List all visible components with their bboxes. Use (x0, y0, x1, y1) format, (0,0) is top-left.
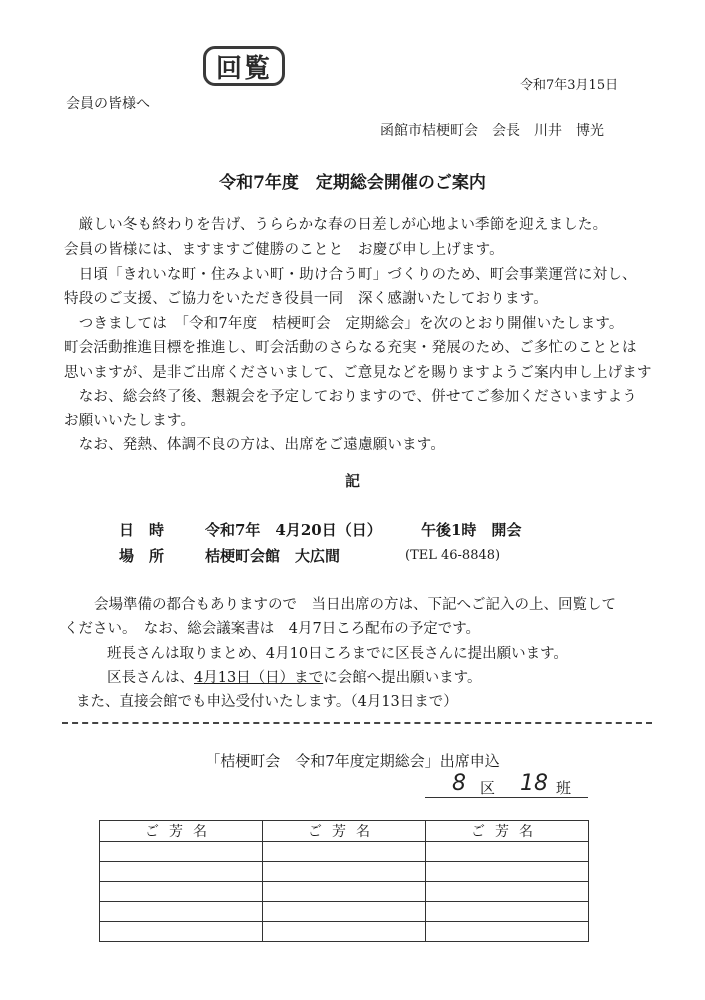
attendee-table (99, 820, 589, 942)
name-cell[interactable] (100, 842, 263, 862)
document-date: 令和7年3月15日 (520, 78, 619, 93)
note-line: 班長さんは取りまとめ、4月10日ころまでに区長さんに提出願います。 (107, 646, 568, 662)
body-line: 日頃「きれいな町・住みよい町・助け合う町」づくりのため、町会事業運営に対し、 (64, 267, 637, 283)
place-label: 場 所 (119, 547, 165, 565)
document-title: 令和7年度 定期総会開催のご案内 (219, 173, 486, 193)
event-tel: (TEL 46-8848) (405, 548, 501, 563)
note-line: また、直接会館でも申込受付いたします。（4月13日まで） (76, 694, 458, 710)
table-header-row (100, 821, 589, 842)
note-line (107, 666, 482, 687)
name-cell[interactable] (263, 842, 426, 862)
column-header: ご芳名 (263, 821, 426, 842)
note-deadline-underlined: 4月13日（日）まで (194, 670, 324, 686)
note-deadline-pre: 区長さんは、 (107, 670, 194, 686)
note-line: 会場準備の都合もありますので 当日出席の方は、下記へご記入の上、回覧して (94, 597, 616, 613)
name-cell[interactable] (426, 922, 589, 942)
name-cell[interactable] (426, 882, 589, 902)
body-line: 会員の皆様には、ますますご健勝のことと お慶び申し上げます。 (64, 242, 504, 258)
form-title: 「桔梗町会 令和7年度定期総会」出席申込 (205, 752, 500, 770)
sender: 函館市桔梗町会 会長 川井 博光 (380, 123, 604, 139)
name-cell[interactable] (100, 862, 263, 882)
body-line: 思いますが、是非ご出席くださいまして、ご意見などを賜りますようご案内申し上げます (64, 365, 652, 381)
name-cell[interactable] (426, 902, 589, 922)
name-cell[interactable] (263, 882, 426, 902)
body-line: 町会活動推進目標を推進し、町会活動のさらなる充実・発展のため、ご多忙のこととは (64, 340, 637, 356)
body-line: なお、総会終了後、懇親会を予定しておりますので、併せてご参加くださいますよう (64, 389, 638, 405)
table-row (100, 922, 589, 942)
event-date: 令和7年 4月20日（日） (205, 521, 382, 539)
datetime-label: 日 時 (119, 521, 165, 539)
cut-line (62, 722, 652, 724)
han-label: 班 (556, 779, 572, 797)
table-row (100, 882, 589, 902)
body-line: 特段のご支援、ご協力をいただき役員一同 深く感謝いたしております。 (64, 291, 548, 307)
name-cell[interactable] (426, 862, 589, 882)
event-time: 午後1時 開会 (421, 521, 522, 539)
body-line: 厳しい冬も終わりを告げ、うららかな春の日差しが心地よい季節を迎えました。 (64, 217, 608, 233)
table-row (100, 842, 589, 862)
han-value: 18 (520, 771, 548, 796)
note-deadline-post: に会館へ提出願います。 (323, 670, 482, 686)
unit-underline (425, 797, 588, 798)
name-cell[interactable] (100, 882, 263, 902)
name-cell[interactable] (263, 922, 426, 942)
name-cell[interactable] (263, 862, 426, 882)
name-cell[interactable] (100, 922, 263, 942)
ki-heading: 記 (344, 472, 360, 490)
body-line: つきましては 「令和7年度 桔梗町会 定期総会」を次のとおり開催いたします。 (64, 316, 624, 332)
body-line: なお、発熱、体調不良の方は、出席をご遠慮願います。 (64, 437, 446, 453)
table-row (100, 862, 589, 882)
name-cell[interactable] (263, 902, 426, 922)
name-cell[interactable] (426, 842, 589, 862)
name-cell[interactable] (100, 902, 263, 922)
recipient: 会員の皆様へ (66, 96, 150, 112)
note-line: ください。 なお、総会議案書は 4月7日ころ配布の予定です。 (64, 621, 481, 637)
ku-value: 8 (452, 771, 466, 796)
column-header: ご芳名 (426, 821, 589, 842)
table-row (100, 902, 589, 922)
circulation-stamp: 回覧 (203, 46, 285, 86)
body-line: お願いいたします。 (64, 413, 196, 429)
event-place: 桔梗町会館 大広間 (205, 547, 341, 565)
column-header: ご芳名 (100, 821, 263, 842)
ku-label: 区 (480, 779, 496, 797)
